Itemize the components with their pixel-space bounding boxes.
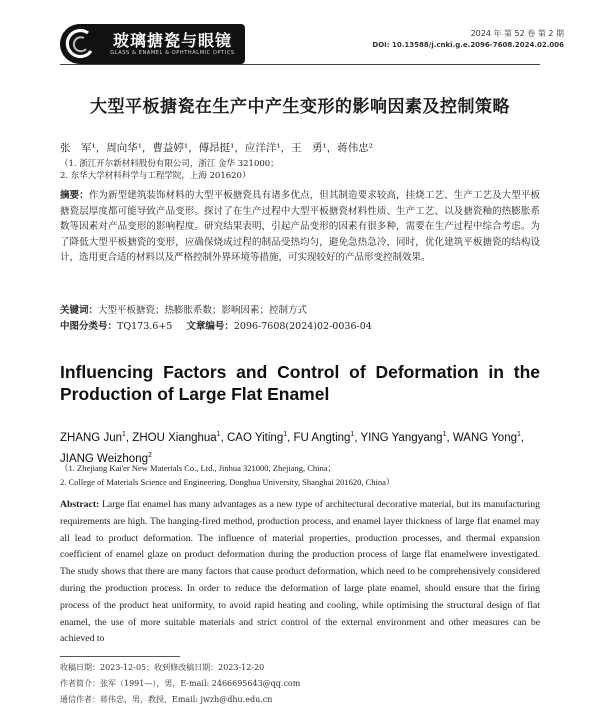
chinese-authors: 张 军¹，周向华¹，曹益婷¹，傅昂挺¹，应洋洋¹，王 勇¹，蒋伟忠² bbox=[60, 142, 373, 154]
chinese-abstract-text: 作为新型建筑装饰材料的大型平板搪瓷具有诸多优点，但其制造要求较高，挂烧工艺、生产工艺及大型平板搪瓷层厚度都可能导致产品变形。探讨了在生产过程中大型平板搪瓷材料性质、生产工艺、以及搪瓷釉的热膨胀系数等因素对产品变形的影响程度。研究结果表明，引起产品变形的因素有很多种，需要在生产过程中综合考虑。为了降低大型平板搪瓷的变形，应确保烧成过程的制品受热均匀，避免急热急冷，同时，优化建筑平板搪瓷的结构设计，选用更合适的材料以及严格控制外界环境等措施，可实现较好的产品形变控制效果。 bbox=[60, 190, 540, 263]
english-author: ZHOU Xianghua$^1$ bbox=[132, 431, 221, 444]
english-abstract-text: Large flat enamel has many advantages as a new type of architectural decorative material, but its manufacturing requirements are high. The hanging-fired method, production process, and enamel layer thickness of large flat enamel may all lead to product deformation. The influence of material properties, production processes, and thermal expansion coefficient of enamel glaze on product deformation during the production process of large flat enamelwere investigated. The study shows that there are many factors that cause product deformation, which need to be comprehensively considered during the production process. In order to reduce the deformation of large plate enamel, should ensure that the firing process of the product heat uniformity, to avoid rapid heating and cooling, while optimising the structural design of flat enamel, the use of more suitable materials and strict control of the external environment and other measures can be achieved to bbox=[60, 499, 540, 645]
chinese-affiliation-1: （1. 浙江开尔新材料股份有限公司，浙江 金华 321000； bbox=[60, 159, 279, 169]
footnote-divider bbox=[60, 656, 180, 657]
affiliation-marker: 2 bbox=[148, 451, 152, 459]
english-affiliation-1: （1. Zhejiang Kai'er New Materials Co., Ltd., Jinhua 321000, Zhejiang, China； bbox=[60, 463, 337, 473]
doi: DOI: 10.13588/j.cnki.g.e.2096-7608.2024.02.006 bbox=[372, 41, 564, 49]
english-abstract bbox=[60, 497, 540, 648]
classification-line bbox=[60, 318, 540, 332]
journal-subtitle: GLASS & ENAMEL & OPHTHALMIC OPTICS bbox=[110, 50, 235, 56]
clc-label: 中图分类号： bbox=[60, 321, 118, 332]
affiliation-marker: 1 bbox=[442, 431, 447, 438]
doc-code: 2096-7608(2024)02-0036-04 bbox=[233, 321, 372, 332]
english-author: WANG Yong$^1$ bbox=[452, 431, 521, 444]
chinese-abstract bbox=[60, 188, 540, 266]
issue-info: 2024 年 第 52 卷 第 2 期 bbox=[470, 29, 564, 38]
swirl-logo-icon bbox=[60, 24, 100, 64]
chinese-keywords bbox=[60, 302, 540, 316]
chinese-abstract-label: 摘要： bbox=[60, 190, 89, 201]
english-authors: ZHANG Jun$^1$, ZHOU Xianghua$^1$, CAO Yiting$^1$, FU Angting$^1$, YING Yangyang$^1$, WANG Yong$^1$, JIANG Weizhong$^2$ bbox=[60, 431, 525, 465]
english-author: FU Angting$^1$ bbox=[293, 431, 355, 444]
page-header bbox=[0, 0, 600, 64]
journal-name: 玻璃搪瓷与眼镜 bbox=[112, 31, 232, 50]
journal-logo bbox=[60, 24, 245, 64]
header-divider bbox=[60, 64, 540, 65]
chinese-affiliation-2: 2. 东华大学材料科学与工程学院，上海 201620） bbox=[60, 171, 251, 181]
affiliation-marker: 1 bbox=[517, 431, 521, 438]
english-author: ZHANG Jun$^1$ bbox=[60, 431, 126, 444]
affiliation-marker: 1 bbox=[350, 431, 355, 438]
english-author: YING Yangyang$^1$ bbox=[360, 431, 447, 444]
english-title: Influencing Factors and Control of Deformation in the Production of Large Flat Enamel bbox=[60, 362, 540, 404]
author-bio: 作者简介：张军（1991—），男，E-mail: 2466695643@qq.com bbox=[60, 679, 301, 688]
english-author: CAO Yiting$^1$ bbox=[226, 431, 288, 444]
doc-code-label: 文章编号： bbox=[186, 321, 234, 332]
keywords-text: 大型平板搪瓷；热膨胀系数；影响因素；控制方式 bbox=[98, 305, 308, 316]
keywords-label: 关键词： bbox=[60, 305, 99, 316]
clc-code: TQ173.6+5 bbox=[117, 321, 173, 332]
english-affiliation-2: 2. College of Materials Science and Engineering, Donghua University, Shanghai 201620, China） bbox=[60, 477, 395, 487]
received-date: 收稿日期：2023-12-05；收到修改稿日期：2023-12-20 bbox=[60, 663, 265, 672]
english-abstract-label: Abstract: bbox=[60, 499, 100, 510]
affiliation-marker: 1 bbox=[122, 431, 126, 438]
affiliation-marker: 1 bbox=[216, 431, 221, 438]
chinese-title: 大型平板搪瓷在生产中产生变形的影响因素及控制策略 bbox=[90, 97, 510, 117]
english-author: JIANG Weizhong$^2$ bbox=[60, 451, 152, 465]
affiliation-marker: 1 bbox=[283, 431, 288, 438]
corresponding-author: 通信作者：蒋伟忠，男，教授，Email: jwzh@dhu.edu.cn bbox=[60, 695, 273, 704]
